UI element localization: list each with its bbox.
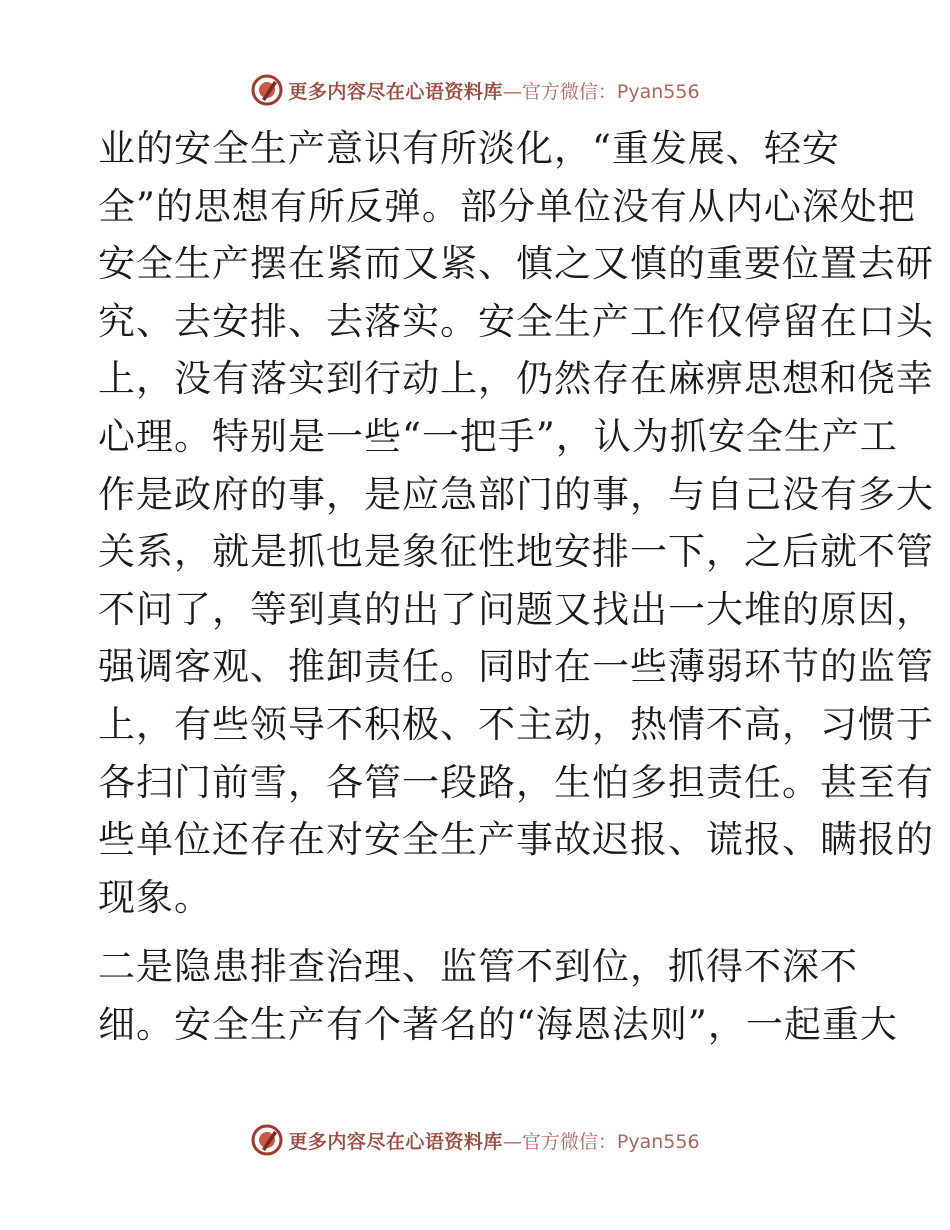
text-line: 上，没有落实到行动上，仍然存在麻痹思想和侥幸 [98, 357, 934, 401]
text-line: 各扫门前雪，各管一段路，生怕多担责任。甚至有 [98, 760, 934, 804]
text-line: 关系，就是抓也是象征性地安排一下，之后就不管 [98, 530, 934, 574]
text-line: 业的安全生产意识有所淡化，“重发展、轻安 [98, 127, 840, 170]
text-line: 心理。特别是一些“一把手”，认为抓安全生产工 [98, 414, 898, 458]
banner-text: 更多内容尽在心语资料库 [288, 80, 503, 103]
footer-banner [0, 1120, 950, 1160]
paragraph-1 [98, 120, 934, 926]
text-line: 些单位还存在对安全生产事故迟报、谎报、瞒报的 [98, 818, 934, 862]
text-line: 二是隐患排查治理、监管不到位，抓得不深不 [98, 945, 858, 989]
banner-wechat-text: —官方微信：Pyan556 [502, 80, 700, 103]
text-line: 全”的思想有所反弹。部分单位没有从内心深处把 [98, 184, 916, 228]
banner-text: 更多内容尽在心语资料库 [288, 1130, 503, 1153]
banner-wechat-text: —官方微信：Pyan556 [502, 1130, 700, 1153]
text-line: 上，有些领导不积极、不主动，热情不高，习惯于 [98, 702, 934, 746]
logo-icon [250, 1123, 284, 1157]
text-line: 现象。 [98, 875, 212, 919]
text-line: 作是政府的事，是应急部门的事，与自己没有多大 [98, 472, 934, 516]
text-line: 细。安全生产有个著名的“海恩法则”，一起重大 [98, 1002, 898, 1046]
logo-icon [250, 73, 284, 107]
text-line: 安全生产摆在紧而又紧、慎之又慎的重要位置去研 [98, 242, 934, 286]
text-line: 不问了，等到真的出了问题又找出一大堆的原因， [98, 587, 934, 631]
text-line: 究、去安排、去落实。安全生产工作仅停留在口头 [98, 299, 934, 343]
paragraph-gap [98, 926, 850, 938]
header-banner [0, 70, 950, 110]
text-line: 强调客观、推卸责任。同时在一些薄弱环节的监管 [98, 645, 934, 689]
document-body [98, 120, 934, 1054]
paragraph-2 [98, 938, 898, 1053]
